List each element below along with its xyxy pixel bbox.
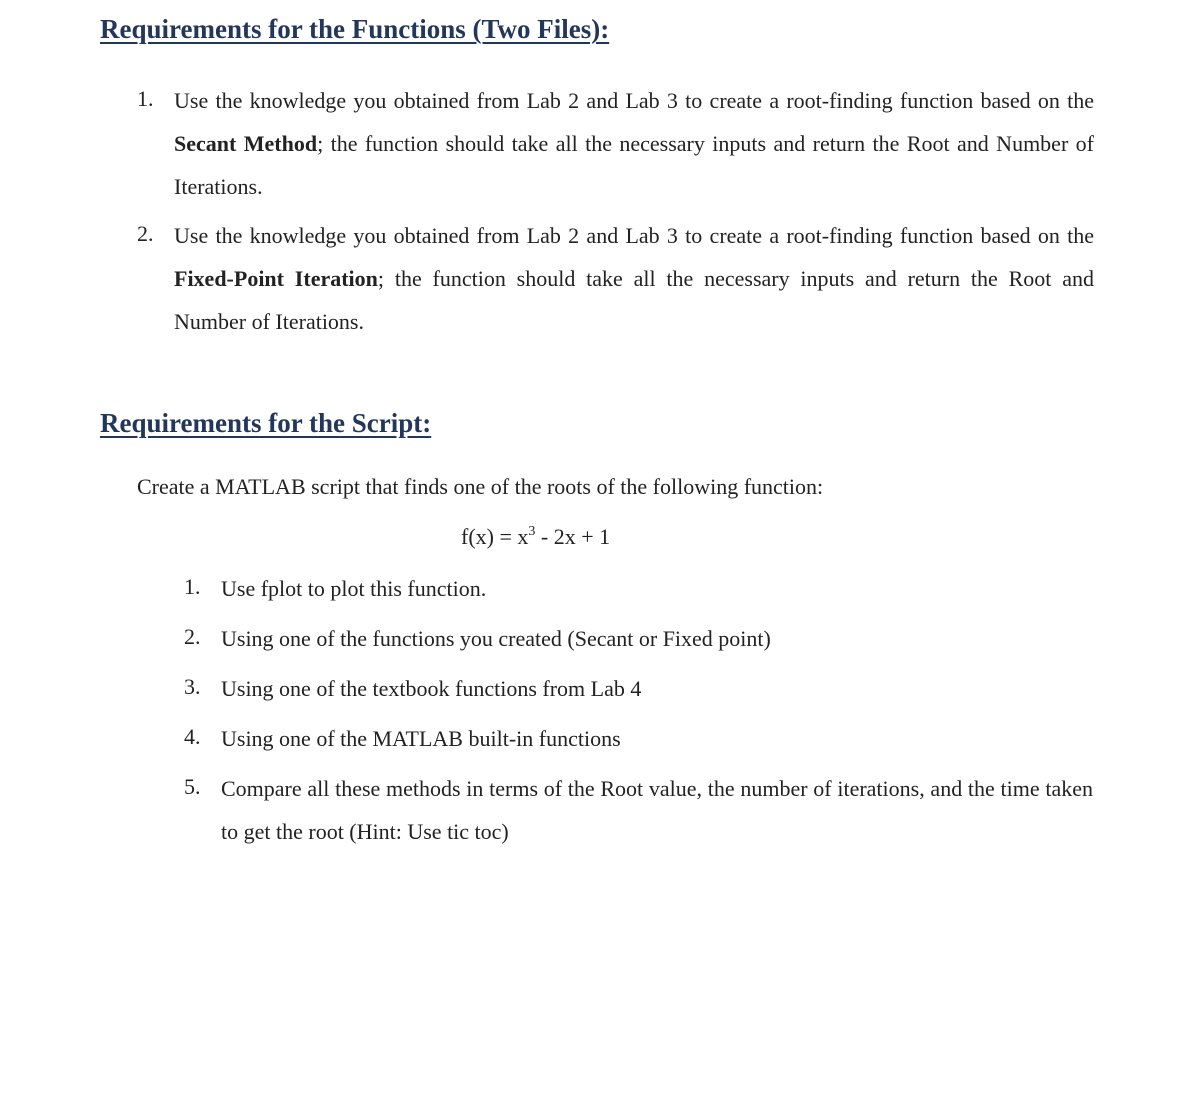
script-intro-text: Create a MATLAB script that finds one of the roots of the following function:	[137, 474, 824, 499]
formula-base: f(x) = x	[461, 524, 529, 549]
list-item: Using one of the functions you created (Secant or Fixed point)	[221, 626, 771, 651]
list-item: Use fplot to plot this function.	[221, 576, 487, 601]
list-item-bold-term: Fixed-Point Iteration	[174, 266, 378, 291]
list-item: Compare all these methods in terms of the Root value, the number of iterations, and the time taken to get the root (Hint: Use tic toc)	[221, 776, 1093, 844]
function-formula	[461, 524, 610, 550]
list-item: Using one of the textbook functions from Lab 4	[221, 676, 642, 701]
list-item-bold-term: Secant Method	[174, 131, 318, 156]
list-item-number: 1.	[184, 574, 201, 599]
script-requirements-heading: Requirements for the Script:	[100, 408, 432, 438]
list-item-number: 3.	[184, 674, 201, 699]
functions-requirements-heading: Requirements for the Functions (Two Files):	[100, 14, 610, 44]
list-item	[174, 79, 1094, 208]
list-item-text: ; the function should take all the necessary inputs and return the Root and Number of Iterations.	[174, 266, 1094, 334]
list-item: Using one of the MATLAB built-in functions	[221, 726, 621, 751]
list-item-number: 1.	[137, 86, 154, 111]
list-item-number: 2.	[184, 624, 201, 649]
formula-exponent: 3	[528, 524, 536, 539]
list-item-number: 2.	[137, 221, 154, 246]
formula-rest: - 2x + 1	[535, 524, 611, 549]
list-item-number: 4.	[184, 724, 201, 749]
list-item-number: 5.	[184, 774, 201, 799]
list-item-text: Use the knowledge you obtained from Lab 2 and Lab 3 to create a root-finding function based on the	[174, 223, 1094, 248]
list-item-text: ; the function should take all the necessary inputs and return the Root and Number of Iterations.	[174, 131, 1095, 199]
list-item-text: Use the knowledge you obtained from Lab 2 and Lab 3 to create a root-finding function based on the	[174, 88, 1094, 113]
list-item	[174, 214, 1094, 343]
